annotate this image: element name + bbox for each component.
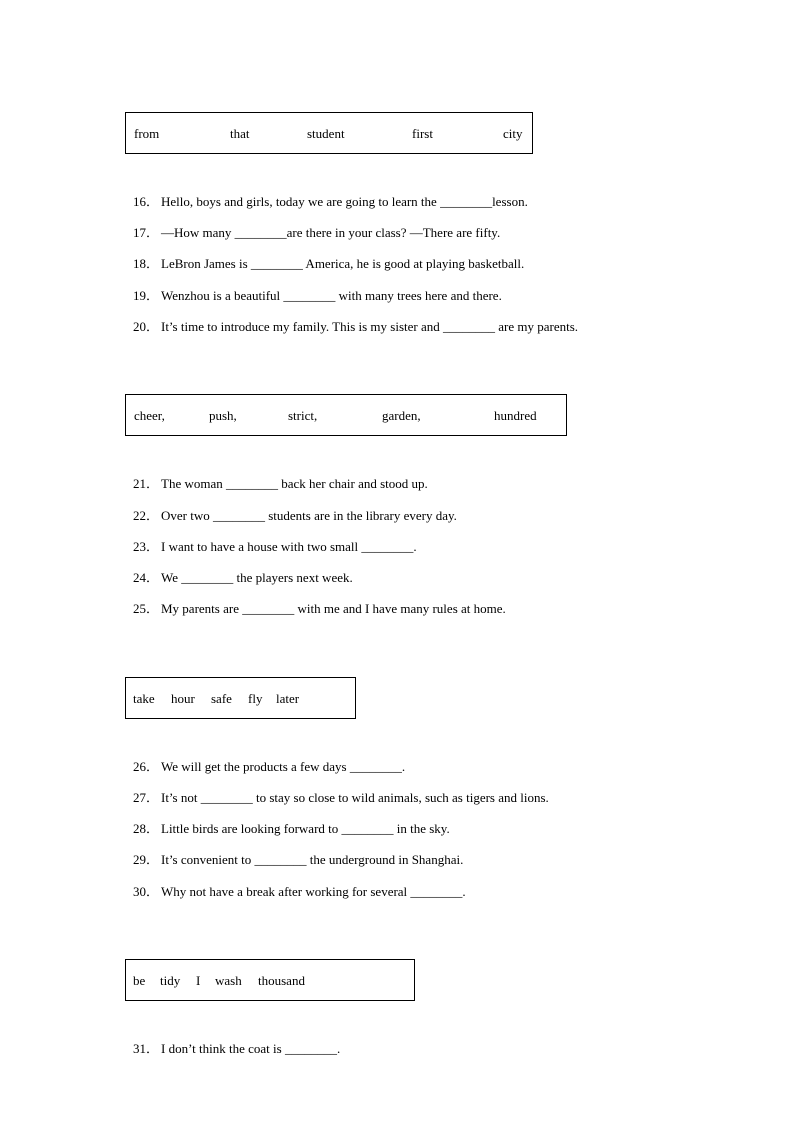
question-number: 17．: [133, 225, 160, 240]
question-number: 20．: [133, 319, 160, 334]
question-number: 27．: [133, 790, 160, 805]
question-31: [133, 1041, 340, 1057]
word-box-1: [125, 112, 533, 154]
question-text: Little birds are looking forward to ________ in the sky.: [161, 821, 450, 836]
question-21: [133, 476, 428, 492]
word-box-2: [125, 394, 567, 436]
word-box-word: tidy: [160, 973, 181, 988]
word-box-word: wash: [215, 973, 242, 988]
question-29: [133, 852, 463, 868]
question-number: 21．: [133, 476, 160, 491]
question-text: The woman ________ back her chair and stood up.: [161, 476, 428, 491]
question-17: [133, 225, 500, 241]
word-box-4: [125, 959, 415, 1001]
question-text: Hello, boys and girls, today we are going to learn the ________lesson.: [161, 194, 528, 209]
question-text: Wenzhou is a beautiful ________ with many trees here and there.: [161, 288, 502, 303]
question-number: 24．: [133, 570, 160, 585]
word-box-word: fly: [248, 691, 263, 706]
word-box-word: take: [133, 691, 155, 706]
question-27: [133, 790, 549, 806]
question-20: [133, 319, 578, 335]
question-text: It’s time to introduce my family. This is my sister and ________ are my parents.: [161, 319, 579, 334]
word-box-word: I: [196, 973, 201, 988]
word-box-word: later: [276, 691, 300, 706]
word-box-word: garden,: [382, 408, 421, 423]
word-box-word: safe: [211, 691, 232, 706]
question-18: [133, 256, 524, 272]
question-number: 18．: [133, 256, 160, 271]
question-28: [133, 821, 450, 837]
word-box-3: [125, 677, 356, 719]
question-number: 28．: [133, 821, 160, 836]
question-number: 22．: [133, 508, 160, 523]
question-text: We will get the products a few days ________.: [161, 759, 406, 774]
word-box-word: push,: [209, 408, 237, 423]
word-box-word: first: [412, 126, 433, 141]
question-25: [133, 601, 506, 617]
question-text: —How many ________are there in your class? —There are fifty.: [161, 225, 501, 240]
question-number: 29．: [133, 852, 160, 867]
question-number: 25．: [133, 601, 160, 616]
word-box-word: that: [230, 126, 250, 141]
question-number: 16．: [133, 194, 160, 209]
word-box-word: strict,: [288, 408, 318, 423]
question-number: 26．: [133, 759, 160, 774]
question-text: Why not have a break after working for several ________.: [161, 884, 466, 899]
word-box-word: hour: [171, 691, 195, 706]
question-22: [133, 508, 457, 524]
question-number: 31．: [133, 1041, 160, 1056]
word-box-word: thousand: [258, 973, 305, 988]
question-26: [133, 759, 405, 775]
word-box-word: student: [307, 126, 345, 141]
question-number: 19．: [133, 288, 160, 303]
question-text: LeBron James is ________ America, he is good at playing basketball.: [161, 256, 525, 271]
question-19: [133, 288, 502, 304]
word-box-word: from: [134, 126, 160, 141]
question-text: I don’t think the coat is ________.: [161, 1041, 341, 1056]
question-number: 23．: [133, 539, 160, 554]
question-text: Over two ________ students are in the library every day.: [161, 508, 457, 523]
question-24: [133, 570, 353, 586]
word-box-word: cheer,: [134, 408, 165, 423]
word-box-word: city: [503, 126, 523, 141]
question-16: [133, 194, 528, 210]
question-30: [133, 884, 466, 900]
question-text: I want to have a house with two small ________.: [161, 539, 417, 554]
question-number: 30．: [133, 884, 160, 899]
question-23: [133, 539, 417, 555]
question-text: My parents are ________ with me and I have many rules at home.: [161, 601, 506, 616]
question-text: It’s not ________ to stay so close to wild animals, such as tigers and lions.: [161, 790, 549, 805]
word-box-word: hundred: [494, 408, 537, 423]
question-text: It’s convenient to ________ the underground in Shanghai.: [161, 852, 464, 867]
question-text: We ________ the players next week.: [161, 570, 353, 585]
word-box-word: be: [133, 973, 146, 988]
